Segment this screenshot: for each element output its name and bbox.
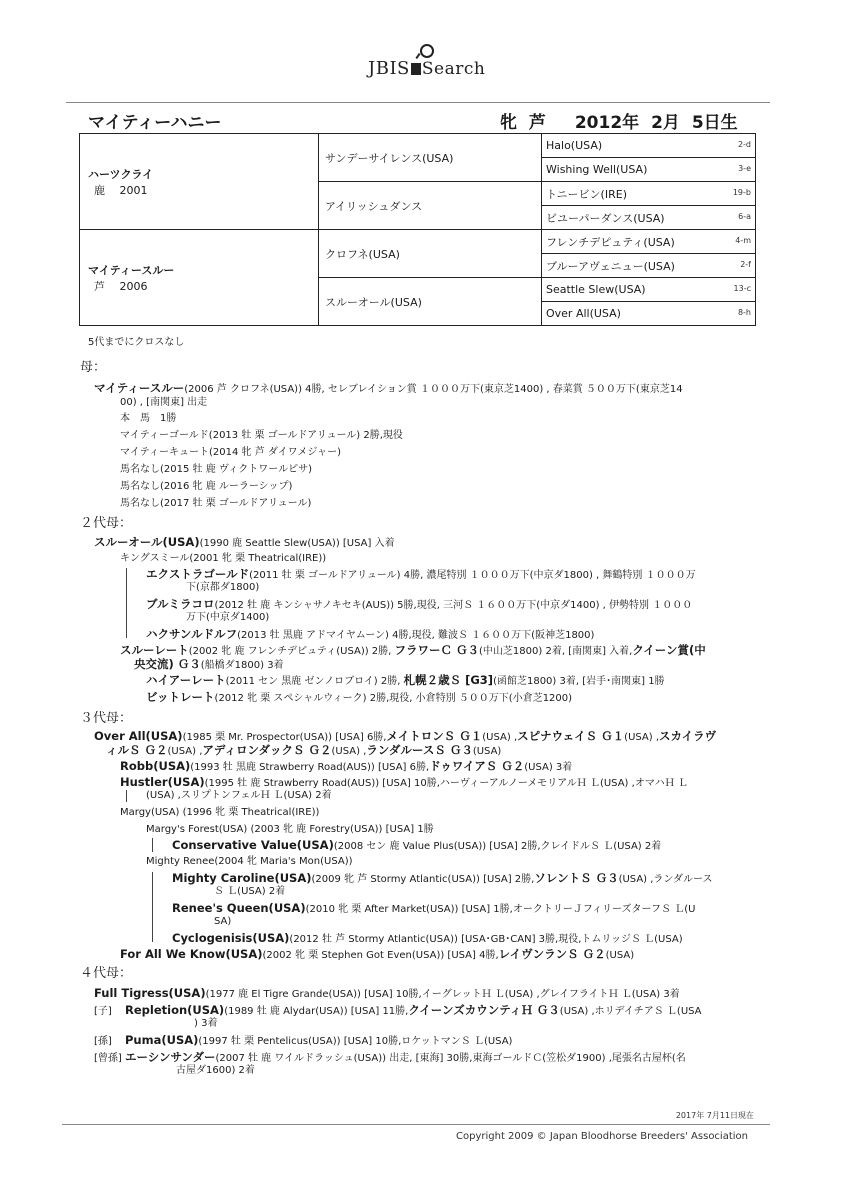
dam-line-cont: 00) , [南関東] 出走 bbox=[120, 397, 208, 408]
family-line-detail: (1990 鹿 Seattle Slew(USA)) [USA] 入着 bbox=[199, 538, 395, 549]
dam-line-detail: (2006 芦 クロフネ(USA)) 4勝, セレブレイション賞 １０００万下(東京芝1400) , 春菜賞 ５００万下(東京芝14 bbox=[184, 384, 683, 395]
family-line-name: エーシンサンダー bbox=[125, 1050, 216, 1064]
produce-line: マイティーキュート(2014 牝 芦 ダイワメジャー) bbox=[120, 447, 342, 458]
family-line-detail: (USA) bbox=[472, 746, 502, 757]
family-line-detail: (2002 牝 鹿 フレンチデピュティ(USA)) 2勝, bbox=[188, 646, 395, 657]
g3-name: Seattle Slew(USA) bbox=[546, 283, 646, 296]
section-dam: 母： bbox=[80, 360, 107, 375]
graded-race: スピナウェイＳ Ｇ１ bbox=[517, 729, 625, 743]
family-line-detail: (2012 牡 芦 Stormy Atlantic(USA)) [USA･GB･CAN] 3勝,現役,トムリッジＳ Ｌ(USA) bbox=[289, 934, 683, 945]
graded-race: ィルＳ Ｇ２ bbox=[106, 743, 168, 757]
footer-divider bbox=[62, 1124, 770, 1125]
magnifier-handle bbox=[415, 53, 420, 59]
graded-race: レイヴンランＳ Ｇ２ bbox=[498, 947, 606, 961]
family-line bbox=[94, 986, 680, 1002]
family-line bbox=[120, 759, 572, 775]
family-line bbox=[94, 1033, 512, 1049]
dam-info: 芦 2006 bbox=[94, 279, 148, 293]
produce-line: 本 馬 1勝 bbox=[120, 413, 177, 424]
copyright: Copyright 2009 © Japan Bloodhorse Breeders' Association bbox=[456, 1131, 748, 1142]
family-line-name: Renee's Queen(USA) bbox=[172, 901, 306, 915]
horse-birth-info bbox=[500, 108, 738, 133]
family-line-detail: (1985 栗 Mr. Prospector(USA)) [USA] 6勝, bbox=[182, 732, 387, 743]
pedigree-g3-cell bbox=[542, 278, 756, 302]
pedigree-g3-cell bbox=[542, 254, 756, 278]
family-line-name: Hustler(USA) bbox=[120, 775, 205, 789]
family-line-detail: (1997 牡 栗 Pentelicus(USA)) [USA] 10勝,ロケットマンＳ Ｌ(USA) bbox=[198, 1036, 513, 1047]
horse-sex-color: 牝 芦 bbox=[500, 113, 546, 133]
section-fourth-dam: ４代母： bbox=[80, 966, 133, 981]
family-line-detail: (1993 牡 黒鹿 Strawberry Road(AUS)) [USA] 6勝, bbox=[190, 762, 430, 773]
family-code: 4-m bbox=[735, 236, 751, 245]
generation-tag: [曾孫] bbox=[94, 1053, 122, 1064]
g3-name: フレンチデピュティ(USA) bbox=[546, 235, 675, 249]
produce-line: 馬名なし(2015 牡 鹿 ヴィクトワールピサ) bbox=[120, 464, 312, 475]
graded-race: アディロンダックＳ Ｇ２ bbox=[202, 743, 332, 757]
family-line-detail: (2010 牝 栗 After Market(USA)) [USA] 1勝,オークトリーＪフィリーズターフＳ Ｌ(U bbox=[305, 904, 696, 915]
generation-tag: [子] bbox=[94, 1006, 112, 1017]
g3-name: ブルーアヴェニュー(USA) bbox=[546, 259, 675, 273]
graded-race: 札幌２歳Ｓ [G3] bbox=[403, 673, 494, 687]
family-line-detail: (2008 セン 鹿 Value Plus(USA)) [USA] 2勝,クレイドルＳ Ｌ(USA) 2着 bbox=[333, 841, 662, 852]
pedigree-g3-cell bbox=[542, 158, 756, 182]
graded-race: 央交流) Ｇ３ bbox=[134, 657, 201, 671]
dam-line-name: マイティースルー bbox=[94, 381, 185, 395]
pedigree-g3-cell bbox=[542, 182, 756, 206]
sire-name: ハーツクライ bbox=[88, 167, 154, 181]
family-line-cont: ) 3着 bbox=[194, 1018, 218, 1029]
family-line-detail: (USA) ,ホリデイチアＳ Ｌ(USA bbox=[559, 1006, 702, 1017]
tree-connector bbox=[152, 838, 153, 852]
family-line-name: Over All(USA) bbox=[94, 729, 183, 743]
pedigree-sire-sire: サンデーサイレンス(USA) bbox=[319, 134, 542, 182]
pedigree-dam-dam: スルーオール(USA) bbox=[319, 278, 542, 326]
family-line-detail: (2011 セン 黒鹿 ゼンノロブロイ) 2勝, bbox=[225, 676, 404, 687]
family-line-detail: (2012 牝 栗 スペシャルウィーク) 2勝,現役, 小倉特別 ５００万下(小倉芝1200) bbox=[214, 693, 573, 704]
family-code: 2-d bbox=[737, 140, 751, 149]
graded-race: クイーンズカウンティＨ Ｇ３ bbox=[408, 1003, 560, 1017]
family-line-name: ハイアーレート bbox=[146, 673, 226, 687]
family-line-detail: (函館芝1800) 3着, [岩手･南関東] 1勝 bbox=[493, 676, 665, 687]
graded-race: ランダルースＳ Ｇ３ bbox=[366, 743, 473, 757]
family-line-cont: SA) bbox=[214, 916, 232, 927]
family-code: 2-f bbox=[740, 260, 751, 269]
family-line-cont: 古屋ダ1600) 2着 bbox=[176, 1065, 255, 1076]
family-line: Margy(USA) (1996 牝 栗 Theatrical(IRE)) bbox=[120, 807, 320, 818]
family-line-name: スルーレート bbox=[120, 643, 189, 657]
graded-race: ソレントＳ Ｇ３ bbox=[534, 871, 619, 885]
family-line-name: スルーオール(USA) bbox=[94, 535, 200, 549]
family-line-detail: (USA) , bbox=[331, 746, 367, 757]
pedigree-dam bbox=[80, 230, 319, 326]
pedigree-sire-dam: アイリッシュダンス bbox=[319, 182, 542, 230]
family-line-cont: 万下(中京ダ1400) bbox=[186, 612, 270, 623]
family-line-name: エクストラゴールド bbox=[146, 567, 250, 581]
as-of-date: 2017年 7月11日現在 bbox=[675, 1111, 754, 1120]
produce-line: 馬名なし(2017 牡 栗 ゴールドアリュール) bbox=[120, 498, 312, 509]
family-line bbox=[146, 690, 572, 706]
family-code: 13-c bbox=[733, 284, 751, 293]
pedigree-g3-cell bbox=[542, 134, 756, 158]
dam-name: マイティースルー bbox=[88, 263, 175, 277]
family-line-detail: (1977 鹿 El Tigre Grande(USA)) [USA] 10勝,イーグレットＨ Ｌ(USA) ,グレイフライトＨ Ｌ(USA) 3着 bbox=[205, 989, 680, 1000]
family-line-name: ブルミラコロ bbox=[146, 597, 215, 611]
family-line-detail: (船橋ダ1800) 3着 bbox=[200, 660, 284, 671]
family-line bbox=[146, 673, 665, 689]
produce-line: マイティーゴールド(2013 牡 栗 ゴールドアリュール) 2勝,現役 bbox=[120, 430, 403, 441]
graded-race: クイーン賞(中 bbox=[632, 643, 706, 657]
family-line bbox=[94, 535, 395, 551]
family-line-name: Full Tigress(USA) bbox=[94, 986, 206, 1000]
family-line-detail: (2012 牡 鹿 キンシャサノキセキ(AUS)) 5勝,現役, 三河Ｓ １６００万下(中京ダ1400) , 伊勢特別 １０００ bbox=[214, 600, 693, 611]
generation-tag: [孫] bbox=[94, 1036, 112, 1047]
family-line-detail: (2002 牝 栗 Stephen Got Even(USA)) [USA] 4勝, bbox=[262, 950, 499, 961]
family-line-name: Repletion(USA) bbox=[125, 1003, 225, 1017]
pedigree-dam-sire: クロフネ(USA) bbox=[319, 230, 542, 278]
jbis-search-logo bbox=[368, 58, 485, 79]
section-third-dam: ３代母： bbox=[80, 711, 133, 726]
family-line-cont: 下(京都ダ1800) bbox=[186, 582, 260, 593]
graded-race: フラワーＣ Ｇ３ bbox=[394, 643, 480, 657]
family-code: 19-b bbox=[732, 188, 751, 197]
logo-square-icon bbox=[411, 63, 421, 75]
family-line-detail: (中山芝1800) 2着, [南関東] 入着, bbox=[479, 646, 633, 657]
pedigree-g3-cell bbox=[542, 302, 756, 326]
family-line-name: Puma(USA) bbox=[125, 1033, 199, 1047]
g3-name: Halo(USA) bbox=[546, 139, 603, 152]
g3-name: トニービン(IRE) bbox=[546, 187, 627, 201]
family-line-detail: (USA) bbox=[605, 950, 635, 961]
magnifier-icon bbox=[420, 44, 434, 58]
family-line-detail: (1995 牡 鹿 Strawberry Road(AUS)) [USA] 10勝,ハーヴィーアルノーメモリアルＨ Ｌ(USA) ,オマハＨ Ｌ bbox=[204, 778, 688, 789]
produce-line: 馬名なし(2016 牝 鹿 ルーラーシップ) bbox=[120, 481, 293, 492]
tree-connector bbox=[126, 568, 127, 638]
family-line: Margy's Forest(USA) (2003 牝 鹿 Forestry(USA)) [USA] 1勝 bbox=[146, 824, 434, 835]
cross-note: 5代までにクロスなし bbox=[88, 337, 185, 348]
family-line bbox=[120, 947, 634, 963]
family-code: 8-h bbox=[737, 308, 751, 317]
family-line-detail: (2013 牡 黒鹿 アドマイヤムーン) 4勝,現役, 難波Ｓ １６００万下(阪神芝1800) bbox=[237, 630, 595, 641]
sire-info: 鹿 2001 bbox=[94, 183, 148, 197]
graded-race: メイトロンＳ Ｇ１ bbox=[386, 729, 483, 743]
family-code: 6-a bbox=[738, 212, 751, 221]
family-line bbox=[172, 901, 695, 917]
family-line-name: Cyclogenisis(USA) bbox=[172, 931, 290, 945]
tree-connector bbox=[152, 872, 153, 942]
family-code: 3-e bbox=[738, 164, 751, 173]
graded-race: スカイラヴ bbox=[659, 729, 717, 743]
header-divider bbox=[66, 102, 770, 103]
family-line-detail: (2011 牡 栗 ゴールドアリュール) 4勝, 濃尾特別 １０００万下(中京ダ1800) , 舞鶴特別 １０００万 bbox=[249, 570, 696, 581]
family-line-detail: (USA) 3着 bbox=[524, 762, 573, 773]
family-line: Mighty Renee(2004 牝 Maria's Mon(USA)) bbox=[146, 856, 353, 867]
family-line-name: ハクサンルドルフ bbox=[146, 627, 238, 641]
family-line-detail: (USA) , bbox=[482, 732, 518, 743]
family-line-name: Robb(USA) bbox=[120, 759, 191, 773]
pedigree-g3-cell bbox=[542, 230, 756, 254]
family-line-cont: (USA) ,スリプトンフェルＨ Ｌ(USA) 2着 bbox=[146, 790, 332, 801]
family-line-detail: (USA) ,ランダルース bbox=[618, 874, 713, 885]
g3-name: ビユーパーダンス(USA) bbox=[546, 211, 665, 225]
logo-jbis-text: JBIS bbox=[368, 58, 410, 79]
family-line bbox=[146, 627, 594, 643]
tree-connector bbox=[126, 790, 127, 802]
family-line bbox=[94, 1003, 702, 1019]
family-line: キングスミール(2001 牝 栗 Theatrical(IRE)) bbox=[120, 553, 327, 564]
family-line-detail: (1989 牡 鹿 Alydar(USA)) [USA] 11勝, bbox=[224, 1006, 409, 1017]
family-line-name: For All We Know(USA) bbox=[120, 947, 263, 961]
g3-name: Over All(USA) bbox=[546, 307, 621, 320]
family-line-name: ビットレート bbox=[146, 690, 215, 704]
family-line-cont: Ｓ Ｌ(USA) 2着 bbox=[214, 886, 286, 897]
pedigree-sire bbox=[80, 134, 319, 230]
g3-name: Wishing Well(USA) bbox=[546, 163, 648, 176]
family-line-detail: (USA) , bbox=[167, 746, 203, 757]
family-line-cont bbox=[134, 657, 284, 673]
graded-race: ドゥワイアＳ Ｇ２ bbox=[429, 759, 525, 773]
family-line-detail: (2007 牡 鹿 ワイルドラッシュ(USA)) 出走, [東海] 30勝,東海ゴールドＣ(笠松ダ1900) ,尾張名古屋杯(名 bbox=[215, 1053, 686, 1064]
family-line-detail: (2009 牝 芦 Stormy Atlantic(USA)) [USA] 2勝, bbox=[311, 874, 535, 885]
family-line-name: Mighty Caroline(USA) bbox=[172, 871, 312, 885]
logo-search-text: Search bbox=[421, 59, 486, 79]
horse-birthdate: 2012年 2月 5日生 bbox=[574, 113, 738, 133]
family-line-name: Conservative Value(USA) bbox=[172, 838, 334, 852]
family-line bbox=[172, 838, 661, 854]
horse-name: マイティーハニー bbox=[88, 113, 222, 133]
family-line bbox=[172, 931, 683, 947]
section-second-dam: ２代母： bbox=[80, 516, 133, 531]
family-line-detail: (USA) , bbox=[624, 732, 660, 743]
pedigree-g3-cell bbox=[542, 206, 756, 230]
pedigree-table bbox=[79, 133, 756, 326]
family-line-cont bbox=[106, 743, 501, 759]
